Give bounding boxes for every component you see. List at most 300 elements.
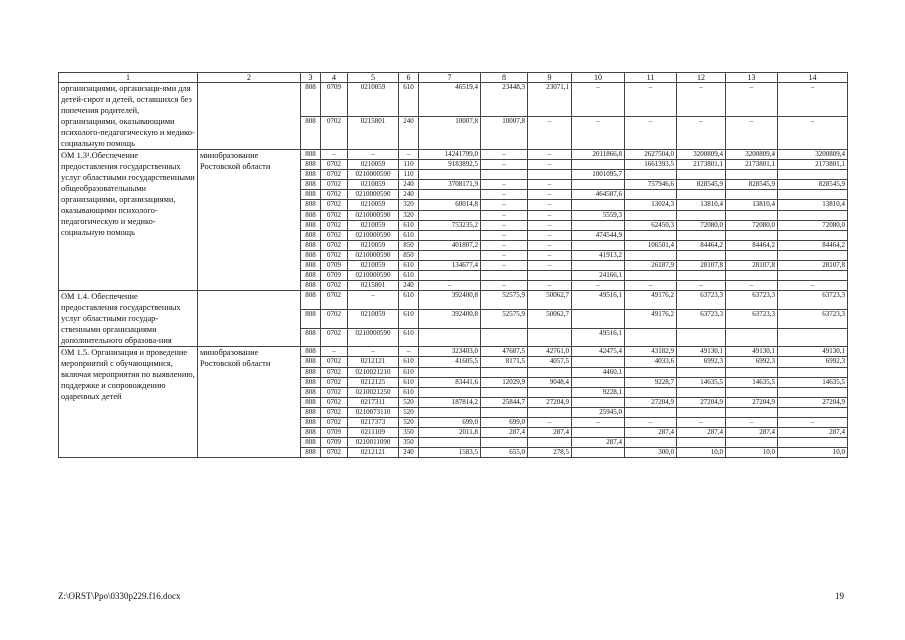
column-header: 14 <box>778 73 848 83</box>
table-cell <box>625 387 677 397</box>
table-cell: 808 <box>301 180 321 190</box>
column-header: 6 <box>399 73 419 83</box>
table-cell: 464587,6 <box>572 190 625 200</box>
table-cell: – <box>726 417 778 427</box>
table-cell: 808 <box>301 150 321 160</box>
table-cell: 49130,1 <box>726 347 778 357</box>
column-header: 9 <box>528 73 572 83</box>
table-cell: – <box>481 220 528 230</box>
table-cell <box>625 170 677 180</box>
executor: минобразование Ростовской области <box>198 150 301 291</box>
table-cell: 0210059 <box>348 240 399 250</box>
table-cell: 9048,4 <box>528 377 572 387</box>
table-cell: 808 <box>301 271 321 281</box>
table-cell <box>419 170 481 180</box>
table-cell: 610 <box>399 387 419 397</box>
table-cell: 14635,5 <box>778 377 848 387</box>
table-cell: 240 <box>399 281 419 291</box>
table-cell <box>677 210 726 220</box>
table-cell: 0702 <box>321 116 348 150</box>
table-cell <box>419 271 481 281</box>
table-cell: 42475,4 <box>572 347 625 357</box>
table-cell: 323403,0 <box>419 347 481 357</box>
footer-page-number: 19 <box>835 591 844 601</box>
column-header: 12 <box>677 73 726 83</box>
table-cell: 610 <box>399 367 419 377</box>
table-cell: – <box>778 83 848 117</box>
table-cell: 287,4 <box>625 428 677 438</box>
table-cell: 5559,3 <box>572 210 625 220</box>
table-cell: 0210000590 <box>348 271 399 281</box>
table-cell: – <box>419 281 481 291</box>
table-cell: 808 <box>301 347 321 357</box>
event-description: организациями, организаци-ями для детей-сирот и детей, оставшихся без попечения родителей, организациями, оказывающими психолого-педагогическую и медико-социальную помощь <box>59 83 198 150</box>
table-cell: 3200809,4 <box>677 150 726 160</box>
table-cell: 0702 <box>321 200 348 210</box>
budget-table <box>58 72 848 458</box>
table-cell: 47687,5 <box>481 347 528 357</box>
table-cell: 134677,4 <box>419 261 481 271</box>
table-cell: 83441,6 <box>419 377 481 387</box>
table-cell: 808 <box>301 200 321 210</box>
table-cell: 0210011090 <box>348 438 399 448</box>
table-cell: 0210000590 <box>348 250 399 260</box>
table-cell: 0702 <box>321 448 348 458</box>
table-cell: 10,0 <box>726 448 778 458</box>
executor: минобразование Ростовской области <box>198 347 301 458</box>
table-cell: 0702 <box>321 160 348 170</box>
table-cell <box>778 407 848 417</box>
table-cell <box>481 328 528 347</box>
column-header: 3 <box>301 73 321 83</box>
table-cell: 110 <box>399 170 419 180</box>
table-cell: 9228,7 <box>625 377 677 387</box>
table-cell: 278,5 <box>528 448 572 458</box>
table-cell: 50062,7 <box>528 291 572 310</box>
table-cell: 699,0 <box>419 417 481 427</box>
table-cell: 610 <box>399 328 419 347</box>
table-cell <box>625 367 677 377</box>
table-cell <box>572 160 625 170</box>
table-cell: 1661393,5 <box>625 160 677 170</box>
table-cell: 0702 <box>321 407 348 417</box>
table-cell <box>726 438 778 448</box>
table-cell <box>419 367 481 377</box>
table-cell <box>572 180 625 190</box>
table-cell: 9183892,5 <box>419 160 481 170</box>
table-cell <box>528 387 572 397</box>
table-cell: 0211109 <box>348 428 399 438</box>
table-body <box>59 73 848 458</box>
table-cell: 49130,1 <box>778 347 848 357</box>
table-cell: 287,4 <box>778 428 848 438</box>
table-cell: 27204,9 <box>625 397 677 407</box>
table-cell <box>726 230 778 240</box>
table-cell <box>677 407 726 417</box>
table-cell: 0702 <box>321 190 348 200</box>
table-cell <box>572 357 625 367</box>
table-cell: 0702 <box>321 417 348 427</box>
table-cell: 240 <box>399 180 419 190</box>
table-cell <box>419 230 481 240</box>
table-cell: 14241799,0 <box>419 150 481 160</box>
table-cell <box>572 220 625 230</box>
table-cell: 0212125 <box>348 377 399 387</box>
table-cell: 6992,3 <box>677 357 726 367</box>
table-cell <box>677 190 726 200</box>
table-cell: – <box>321 347 348 357</box>
table-cell: 4460,1 <box>572 367 625 377</box>
table-cell: 27204,9 <box>528 397 572 407</box>
table-cell: 240 <box>399 448 419 458</box>
table-cell: 72080,0 <box>677 220 726 230</box>
table-cell <box>726 407 778 417</box>
table-cell: 828545,9 <box>778 180 848 190</box>
table-cell: – <box>726 83 778 117</box>
table-cell: – <box>528 200 572 210</box>
table-cell: 240 <box>399 190 419 200</box>
table-cell <box>572 200 625 210</box>
table-cell: 0215801 <box>348 281 399 291</box>
table-cell: 808 <box>301 83 321 117</box>
table-cell: 63723,3 <box>677 291 726 310</box>
table-cell: 72080,0 <box>726 220 778 230</box>
table-cell: 2173801,1 <box>778 160 848 170</box>
table-cell <box>481 387 528 397</box>
table-cell: 0210059 <box>348 180 399 190</box>
table-cell <box>528 170 572 180</box>
table-cell: 808 <box>301 116 321 150</box>
column-header: 5 <box>348 73 399 83</box>
footer-file-path: Z:\ORST\Ppo\0330p229.f16.docx <box>58 591 181 601</box>
header-row <box>59 73 848 83</box>
table-cell: 0210000590 <box>348 190 399 200</box>
table-row <box>59 150 848 160</box>
table-cell: 240 <box>399 116 419 150</box>
table-cell: 0702 <box>321 240 348 250</box>
table-cell: 49130,1 <box>677 347 726 357</box>
table-cell <box>572 377 625 387</box>
table-cell: 0702 <box>321 377 348 387</box>
table-cell: 0709 <box>321 438 348 448</box>
table-cell: – <box>677 83 726 117</box>
table-cell: – <box>399 150 419 160</box>
table-cell <box>677 438 726 448</box>
table-cell: 27204,9 <box>726 397 778 407</box>
column-header: 11 <box>625 73 677 83</box>
table-cell <box>419 407 481 417</box>
table-cell <box>419 438 481 448</box>
table-cell: 6992,3 <box>778 357 848 367</box>
table-cell: 520 <box>399 417 419 427</box>
table-cell: 84464,2 <box>778 240 848 250</box>
table-cell: 520 <box>399 407 419 417</box>
table-cell: 0210000590 <box>348 170 399 180</box>
table-cell: – <box>726 281 778 291</box>
table-cell <box>778 210 848 220</box>
table-cell: 13810,4 <box>726 200 778 210</box>
table-cell: 0210073110 <box>348 407 399 417</box>
event-description: ОМ 1.4. Обеспечение предоставления государственных услуг областными государ-ственными организациями дополнительного образова-ния <box>59 291 198 347</box>
event-description: ОМ 1.5. Организация и проведение мероприятий с обучающимися, включая мероприятия по выявлению, поддержке и сопровождению одаренных детей <box>59 347 198 458</box>
table-cell <box>778 387 848 397</box>
table-cell: 0702 <box>321 250 348 260</box>
table-cell: 10,0 <box>677 448 726 458</box>
table-cell: – <box>625 116 677 150</box>
table-cell: 10007,8 <box>481 116 528 150</box>
table-cell: 0702 <box>321 210 348 220</box>
table-cell: – <box>625 281 677 291</box>
table-cell: 0210059 <box>348 220 399 230</box>
table-cell: 287,4 <box>726 428 778 438</box>
column-header: 7 <box>419 73 481 83</box>
table-cell: 0709 <box>321 271 348 281</box>
table-cell <box>677 230 726 240</box>
table-cell <box>726 367 778 377</box>
table-cell: 401807,2 <box>419 240 481 250</box>
table-cell: 49516,1 <box>572 291 625 310</box>
table-cell: 808 <box>301 438 321 448</box>
table-cell: 300,0 <box>625 448 677 458</box>
table-cell <box>481 407 528 417</box>
table-cell: – <box>677 417 726 427</box>
table-cell <box>778 271 848 281</box>
table-cell: 757946,6 <box>625 180 677 190</box>
table-cell <box>481 367 528 377</box>
table-cell: – <box>528 190 572 200</box>
table-cell: 828545,9 <box>677 180 726 190</box>
table-cell: 808 <box>301 250 321 260</box>
table-row <box>59 83 848 117</box>
table-cell <box>625 438 677 448</box>
table-cell: 610 <box>399 230 419 240</box>
table-cell: 320 <box>399 200 419 210</box>
table-cell: 0210059 <box>348 200 399 210</box>
table-cell: 808 <box>301 377 321 387</box>
table-cell: 808 <box>301 407 321 417</box>
table-cell: 46519,4 <box>419 83 481 117</box>
table-cell: – <box>528 150 572 160</box>
table-cell: 808 <box>301 210 321 220</box>
table-cell: 0210000590 <box>348 230 399 240</box>
table-cell: 2173801,1 <box>726 160 778 170</box>
table-cell: 610 <box>399 261 419 271</box>
table-cell: 84464,2 <box>726 240 778 250</box>
table-cell <box>778 250 848 260</box>
table-cell: 808 <box>301 170 321 180</box>
table-cell: 110 <box>399 160 419 170</box>
table-cell: 63723,3 <box>726 309 778 328</box>
table-cell: 10007,8 <box>419 116 481 150</box>
executor <box>198 291 301 347</box>
table-cell: 808 <box>301 428 321 438</box>
table-cell: 0702 <box>321 357 348 367</box>
table-cell: 52575,9 <box>481 291 528 310</box>
table-cell: 28107,8 <box>726 261 778 271</box>
table-cell: 9228,1 <box>572 387 625 397</box>
table-cell <box>625 328 677 347</box>
table-cell: – <box>677 281 726 291</box>
table-cell: 287,4 <box>481 428 528 438</box>
table-cell: – <box>481 250 528 260</box>
table-cell: 0212121 <box>348 357 399 367</box>
table-cell <box>625 230 677 240</box>
table-cell: 520 <box>399 397 419 407</box>
table-cell: 13810,4 <box>778 200 848 210</box>
column-header: 1 <box>59 73 198 83</box>
table-cell: 808 <box>301 357 321 367</box>
table-cell: 0702 <box>321 397 348 407</box>
table-cell <box>625 210 677 220</box>
table-cell: – <box>481 200 528 210</box>
table-cell: 0210059 <box>348 261 399 271</box>
table-cell: 0702 <box>321 230 348 240</box>
table-cell: – <box>481 240 528 250</box>
table-cell: 287,4 <box>572 438 625 448</box>
table-cell: 41913,2 <box>572 250 625 260</box>
table-cell: 1001095,7 <box>572 170 625 180</box>
table-cell <box>726 190 778 200</box>
table-cell: 0702 <box>321 180 348 190</box>
table-cell <box>528 367 572 377</box>
table-cell: 0212121 <box>348 448 399 458</box>
table-row <box>59 291 848 310</box>
column-header: 10 <box>572 73 625 83</box>
table-cell: 808 <box>301 291 321 310</box>
table-cell: 699,0 <box>481 417 528 427</box>
table-cell <box>677 250 726 260</box>
table-cell: 287,4 <box>677 428 726 438</box>
table-cell <box>572 448 625 458</box>
table-cell <box>778 230 848 240</box>
table-cell: 14635,5 <box>677 377 726 387</box>
table-cell <box>677 328 726 347</box>
table-cell: 23071,1 <box>528 83 572 117</box>
table-cell: 3200809,4 <box>778 150 848 160</box>
table-cell: 27204,9 <box>778 397 848 407</box>
table-cell <box>778 328 848 347</box>
table-cell: 43182,9 <box>625 347 677 357</box>
table-cell: 2011866,8 <box>572 150 625 160</box>
table-cell: 2011,8 <box>419 428 481 438</box>
table-cell: 0210000590 <box>348 210 399 220</box>
table-cell: – <box>677 116 726 150</box>
table-cell: – <box>528 240 572 250</box>
table-cell <box>481 271 528 281</box>
event-description: ОМ 1.3¹.Обеспечение предоставления государственных услуг областными государственными общеобразовательными организациями, организациями, оказывающими психолого-педагогическую и медико-социальную помощь <box>59 150 198 291</box>
table-cell <box>778 190 848 200</box>
table-cell: 2627504,0 <box>625 150 677 160</box>
table-cell: 10,0 <box>778 448 848 458</box>
table-cell: 287,4 <box>528 428 572 438</box>
table-cell: 0702 <box>321 291 348 310</box>
table-cell <box>419 328 481 347</box>
table-cell: 610 <box>399 271 419 281</box>
table-cell <box>677 271 726 281</box>
table-cell: 808 <box>301 240 321 250</box>
table-cell: – <box>528 281 572 291</box>
table-cell <box>726 250 778 260</box>
table-cell: 3200809,4 <box>726 150 778 160</box>
table-cell: 0709 <box>321 261 348 271</box>
table-cell: 0210021210 <box>348 367 399 377</box>
table-cell: 0709 <box>321 83 348 117</box>
table-cell: 808 <box>301 160 321 170</box>
table-cell: 1583,5 <box>419 448 481 458</box>
table-cell: 8171,5 <box>481 357 528 367</box>
table-cell: – <box>572 83 625 117</box>
table-cell: 28107,8 <box>778 261 848 271</box>
table-cell: 808 <box>301 220 321 230</box>
table-cell: – <box>528 261 572 271</box>
table-cell: 0210059 <box>348 160 399 170</box>
table-cell: 0210000590 <box>348 328 399 347</box>
table-cell: 808 <box>301 397 321 407</box>
table-cell <box>778 367 848 377</box>
table-cell <box>778 170 848 180</box>
table-cell <box>419 190 481 200</box>
table-cell: 0709 <box>321 428 348 438</box>
table-cell <box>528 328 572 347</box>
table-cell: 42761,0 <box>528 347 572 357</box>
table-cell: – <box>528 417 572 427</box>
table-cell: – <box>348 150 399 160</box>
table-cell <box>726 210 778 220</box>
table-cell: – <box>481 190 528 200</box>
column-header: 13 <box>726 73 778 83</box>
table-cell: 63723,3 <box>726 291 778 310</box>
table-cell: 610 <box>399 357 419 367</box>
table-cell: – <box>481 150 528 160</box>
table-cell: – <box>399 347 419 357</box>
table-cell: 26187,9 <box>625 261 677 271</box>
table-cell <box>528 271 572 281</box>
table-cell: – <box>528 160 572 170</box>
table-cell: – <box>625 417 677 427</box>
table-cell <box>528 438 572 448</box>
table-cell <box>778 438 848 448</box>
table-cell: 23448,3 <box>481 83 528 117</box>
table-cell <box>726 328 778 347</box>
table-cell: 0702 <box>321 328 348 347</box>
table-cell: 753235,2 <box>419 220 481 230</box>
table-cell <box>625 407 677 417</box>
table-cell: 655,0 <box>481 448 528 458</box>
table-cell <box>625 250 677 260</box>
table-cell: – <box>778 281 848 291</box>
table-cell: 0217311 <box>348 397 399 407</box>
table-cell: 808 <box>301 309 321 328</box>
table-cell: – <box>348 347 399 357</box>
table-cell: 392400,8 <box>419 309 481 328</box>
table-cell: 28107,8 <box>677 261 726 271</box>
table-cell: 610 <box>399 377 419 387</box>
table-cell <box>419 387 481 397</box>
table-cell: 392400,8 <box>419 291 481 310</box>
column-header: 8 <box>481 73 528 83</box>
table-cell: 12029,9 <box>481 377 528 387</box>
table-cell <box>726 387 778 397</box>
column-header: 4 <box>321 73 348 83</box>
table-cell: 25844,7 <box>481 397 528 407</box>
table-cell: 808 <box>301 230 321 240</box>
table-cell: 474544,9 <box>572 230 625 240</box>
table-cell: 27204,9 <box>677 397 726 407</box>
table-cell: 808 <box>301 367 321 377</box>
table-cell: 187814,2 <box>419 397 481 407</box>
table-cell: 3708171,9 <box>419 180 481 190</box>
table-cell: 13024,3 <box>625 200 677 210</box>
